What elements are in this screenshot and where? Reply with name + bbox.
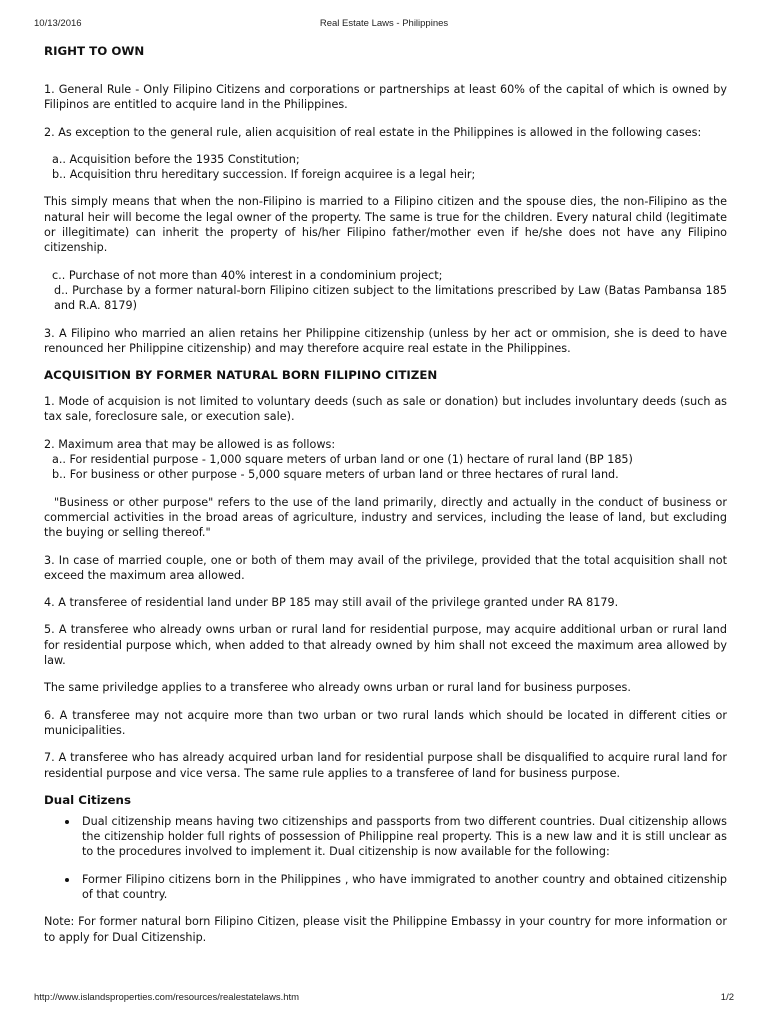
bullet-text: Dual citizenship means having two citizenships and passports from two different countries. Dual citizenship allows the citizenship holder full rights of possession of Philippine real property. This is a new law and it is still unclear as to the procedures involved to implement it. Dual citizenship is now available for the following: xyxy=(82,814,727,859)
paragraph: 1. General Rule - Only Filipino Citizens and corporations or partnerships at least 60% of the capital of which is owned by Filipinos are entitled to acquire land in the Philippines. xyxy=(44,83,727,112)
print-header xyxy=(34,18,734,32)
paragraph: 6. A transferee may not acquire more than two urban or two rural lands which should be located in different cities or municipalities. xyxy=(44,708,727,737)
page-url: http://www.islandsproperties.com/resources/realestatelaws.htm xyxy=(34,992,300,1003)
list-item xyxy=(44,872,727,903)
list-item: a.. Acquisition before the 1935 Constitution; xyxy=(52,152,300,166)
bullet-text: Former Filipino citizens born in the Philippines , who have immigrated to another country and obtained citizenship of that country. xyxy=(82,872,727,901)
page-number: 1/2 xyxy=(720,992,734,1003)
section-heading-dual-citizens: Dual Citizens xyxy=(44,792,131,807)
list-item: a.. For residential purpose - 1,000 square meters of urban land or one (1) hectare of rural land (BP 185) xyxy=(52,453,633,467)
print-page-title: Real Estate Laws - Philippines xyxy=(319,18,449,29)
bullet-icon xyxy=(65,878,69,882)
bullet-list xyxy=(44,814,727,902)
list-item: b.. Acquisition thru hereditary succession. If foreign acquiree is a legal heir; xyxy=(52,168,476,182)
print-date: 10/13/2016 xyxy=(34,18,82,29)
list-item: c.. Purchase of not more than 40% interest in a condominium project; xyxy=(52,268,443,282)
section-heading-acquisition: ACQUISITION BY FORMER NATURAL BORN FILIPINO CITIZEN xyxy=(44,368,438,383)
quote-paragraph: "Business or other purpose" refers to the use of the land primarily, directly and actually in the conduct of business or commercial activities in the broad areas of agriculture, industry and services, including the lease of land, but excluding the buying or selling thereof." xyxy=(44,495,727,540)
print-footer xyxy=(34,992,734,1006)
paragraph: 3. In case of married couple, one or both of them may avail of the privilege, provided that the total acquisition shall not exceed the maximum area allowed. xyxy=(44,553,727,582)
note-paragraph: Note: For former natural born Filipino Citizen, please visit the Philippine Embassy in your country for more information or to apply for Dual Citizenship. xyxy=(44,915,727,944)
paragraph: 3. A Filipino who married an alien retains her Philippine citizenship (unless by her act or ommision, she is deed to have renounced her Philippine citizenship) and may therefore acquire real estate in the Philippines. xyxy=(44,326,727,355)
list-item: b.. For business or other purpose - 5,000 square meters of urban land or three hectares of rural land. xyxy=(52,468,619,482)
bullet-icon xyxy=(65,820,69,824)
paragraph: 5. A transferee who already owns urban or rural land for residential purpose, may acquire additional urban or rural land for residential purpose which, when added to that already owned by him shall not exceed the maximum area allowed by law. xyxy=(44,623,727,668)
paragraph: 2. Maximum area that may be allowed is as follows: xyxy=(44,437,336,451)
paragraph: 1. Mode of acquision is not limited to voluntary deeds (such as sale or donation) but includes involuntary deeds (such as tax sale, foreclosure sale, or execution sale). xyxy=(44,395,727,424)
paragraph: This simply means that when the non-Filipino is married to a Filipino citizen and the spouse dies, the non-Filipino as the natural heir will become the legal owner of the property. The same is true for the children. Every natural child (legitimate or illegitimate) can inherit the property of his/her Filipino father/mother even if he/she does not have any Filipino citizenship. xyxy=(44,195,727,255)
paragraph: 2. As exception to the general rule, alien acquisition of real estate in the Philippines is allowed in the following cases: xyxy=(44,125,702,139)
document-body xyxy=(44,44,727,945)
list-item xyxy=(44,814,727,860)
list-item: d.. Purchase by a former natural-born Filipino citizen subject to the limitations prescribed by Law (Batas Pambansa 185 and R.A. 8179) xyxy=(54,283,727,313)
section-heading-right-to-own: RIGHT TO OWN xyxy=(44,44,145,58)
paragraph: The same priviledge applies to a transferee who already owns urban or rural land for business purposes. xyxy=(44,681,631,695)
paragraph: 7. A transferee who has already acquired urban land for residential purpose shall be disqualified to acquire rural land for residential purpose and vice versa. The same rule applies to a transferee of land for business purpose. xyxy=(44,751,727,780)
paragraph: 4. A transferee of residential land under BP 185 may still avail of the privilege granted under RA 8179. xyxy=(44,596,619,610)
